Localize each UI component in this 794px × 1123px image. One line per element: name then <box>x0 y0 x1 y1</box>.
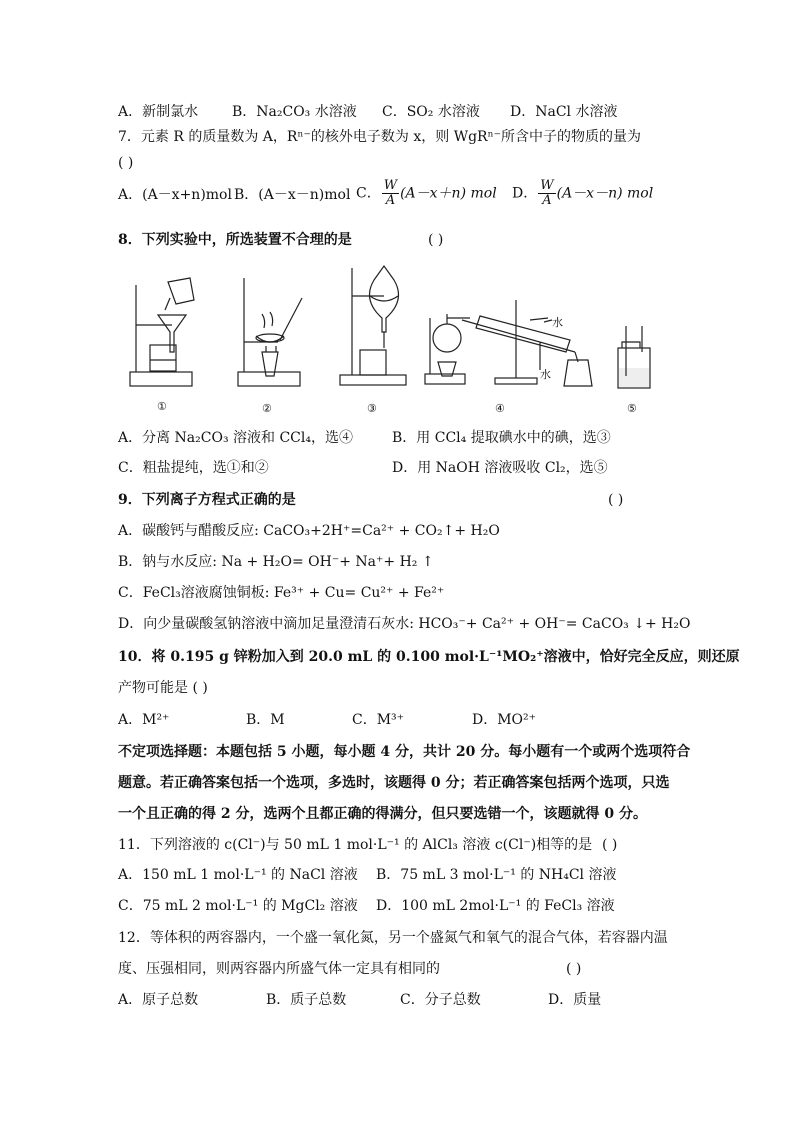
q8-option-c: C．粗盐提纯，选①和② <box>118 460 269 476</box>
q7-d-numerator: W <box>540 178 554 193</box>
q10-option-a: A．M²⁺ <box>118 712 170 728</box>
q11-paren: ( ) <box>602 837 618 853</box>
q8-paren: ( ) <box>428 232 444 248</box>
q6-option-c: C．SO₂ 水溶液 <box>382 104 480 120</box>
apparatus-label-1: ① <box>157 400 167 413</box>
q12-option-b: B．质子总数 <box>266 992 347 1008</box>
q7-option-a: A．(A－x+n)mol <box>118 187 232 203</box>
q8-option-a: A．分离 Na₂CO₃ 溶液和 CCl₄，选④ <box>118 430 353 446</box>
apparatus-1-filtration <box>130 278 194 386</box>
water-label-top: 水 <box>552 316 563 329</box>
q8-option-d: D．用 NaOH 溶液吸收 Cl₂，选⑤ <box>392 460 608 476</box>
q6-option-d: D．NaCl 水溶液 <box>510 104 618 120</box>
apparatus-label-5: ⑤ <box>627 402 637 415</box>
apparatus-3-separatory-funnel <box>340 266 406 385</box>
q7-c-numerator: W <box>383 178 398 193</box>
q9-option-c: C．FeCl₃溶液腐蚀铜板: Fe³⁺ + Cu= Cu²⁺ + Fe²⁺ <box>118 585 445 601</box>
q12-option-d: D．质量 <box>548 992 602 1008</box>
q9-option-b: B．钠与水反应: Na + H₂O= OH⁻+ Na⁺+ H₂ ↑ <box>118 554 434 570</box>
q7-option-b: B．(A－x－n)mol <box>234 187 351 203</box>
q6-option-b: B．Na₂CO₃ 水溶液 <box>232 104 357 120</box>
apparatus-label-4: ④ <box>495 402 505 415</box>
q9-stem: 9．下列离子方程式正确的是 <box>118 492 296 508</box>
apparatus-label-3: ③ <box>367 402 377 415</box>
q12-stem-line1: 12．等体积的两容器内，一个盛一氧化氮，另一个盛氮气和氧气的混合气体，若容器内温 <box>118 930 668 946</box>
apparatus-4-distillation <box>425 300 592 386</box>
section-line3: 一个且正确的得 2 分，选两个且都正确的得满分，但只要选错一个，该题就得 0 分。 <box>118 806 647 822</box>
q10-option-c: C．M³⁺ <box>352 712 405 728</box>
section-line1: 不定项选择题：本题包括 5 小题，每小题 4 分，共计 20 分。每小题有一个或两个选项符合 <box>118 744 691 760</box>
q10-stem-text: 10．将 0.195 g 锌粉加入到 20.0 mL 的 0.100 mol·L⁻¹MO₂⁺溶液中，恰好完全反应，则还原 <box>118 649 740 665</box>
q12-stem-line2: 度、压强相同，则两容器内所盛气体一定具有相同的 <box>118 961 440 977</box>
q9-paren: ( ) <box>608 492 624 508</box>
apparatus-5-gas-washing-bottle <box>618 326 650 388</box>
q11-stem: 11．下列溶液的 c(Cl⁻)与 50 mL 1 mol·L⁻¹ 的 AlCl₃ 溶液 c(Cl⁻)相等的是 <box>118 837 593 853</box>
apparatus-label-2: ② <box>262 402 272 415</box>
q6-option-a: A．新制氯水 <box>118 104 199 120</box>
q12-option-c: C．分子总数 <box>400 992 481 1008</box>
apparatus-2-evaporation <box>238 278 302 386</box>
q7-c-denominator: A <box>385 193 396 208</box>
q10-stem-line2: 产物可能是 ( ) <box>118 680 208 696</box>
q9-option-d: D．向少量碳酸氢钠溶液中滴加足量澄清石灰水: HCO₃⁻+ Ca²⁺ + OH⁻= CaCO₃ ↓+ H₂O <box>118 616 691 632</box>
q7-d-fraction <box>538 179 555 208</box>
q7-option-d <box>512 179 653 208</box>
q9-option-a: A．碳酸钙与醋酸反应: CaCO₃+2H⁺=Ca²⁺ + CO₂↑+ H₂O <box>118 523 500 539</box>
q12-option-a: A．原子总数 <box>118 992 199 1008</box>
q7-d-expression: (A－x－n) mol <box>556 185 654 202</box>
q11-option-b: B．75 mL 3 mol·L⁻¹ 的 NH₄Cl 溶液 <box>376 867 617 883</box>
q10-option-d: D．MO²⁺ <box>472 712 537 728</box>
q11-option-a: A．150 mL 1 mol·L⁻¹ 的 NaCl 溶液 <box>118 867 358 883</box>
water-label-bottom: 水 <box>540 368 551 381</box>
q8-option-b: B．用 CCl₄ 提取碘水中的碘，选③ <box>392 430 611 446</box>
q8-stem: 8．下列实验中，所选装置不合理的是 <box>118 232 352 248</box>
q11-option-c: C．75 mL 2 mol·L⁻¹ 的 MgCl₂ 溶液 <box>118 898 358 914</box>
q7-c-expression: (A－x＋n) mol <box>400 185 497 202</box>
q10-option-b: B．M <box>246 712 285 728</box>
q10-stem-line1 <box>118 647 740 667</box>
q7-stem-line1: 7．元素 R 的质量数为 A，Rⁿ⁻的核外电子数为 x，则 WgRⁿ⁻所含中子的物质的量为 <box>118 129 642 145</box>
q7-c-fraction <box>382 179 399 208</box>
section-line2: 题意。若正确答案包括一个选项，多选时，该题得 0 分；若正确答案包括两个选项，只选 <box>118 775 670 791</box>
q7-c-prefix: C． <box>356 185 381 202</box>
q7-option-c <box>356 179 497 208</box>
q11-option-d: D．100 mL 2mol·L⁻¹ 的 FeCl₃ 溶液 <box>376 898 615 914</box>
q7-stem-line2: ( ) <box>118 155 134 171</box>
q7-d-prefix: D． <box>512 185 538 202</box>
q7-d-denominator: A <box>542 193 552 208</box>
q12-paren: ( ) <box>566 961 582 977</box>
